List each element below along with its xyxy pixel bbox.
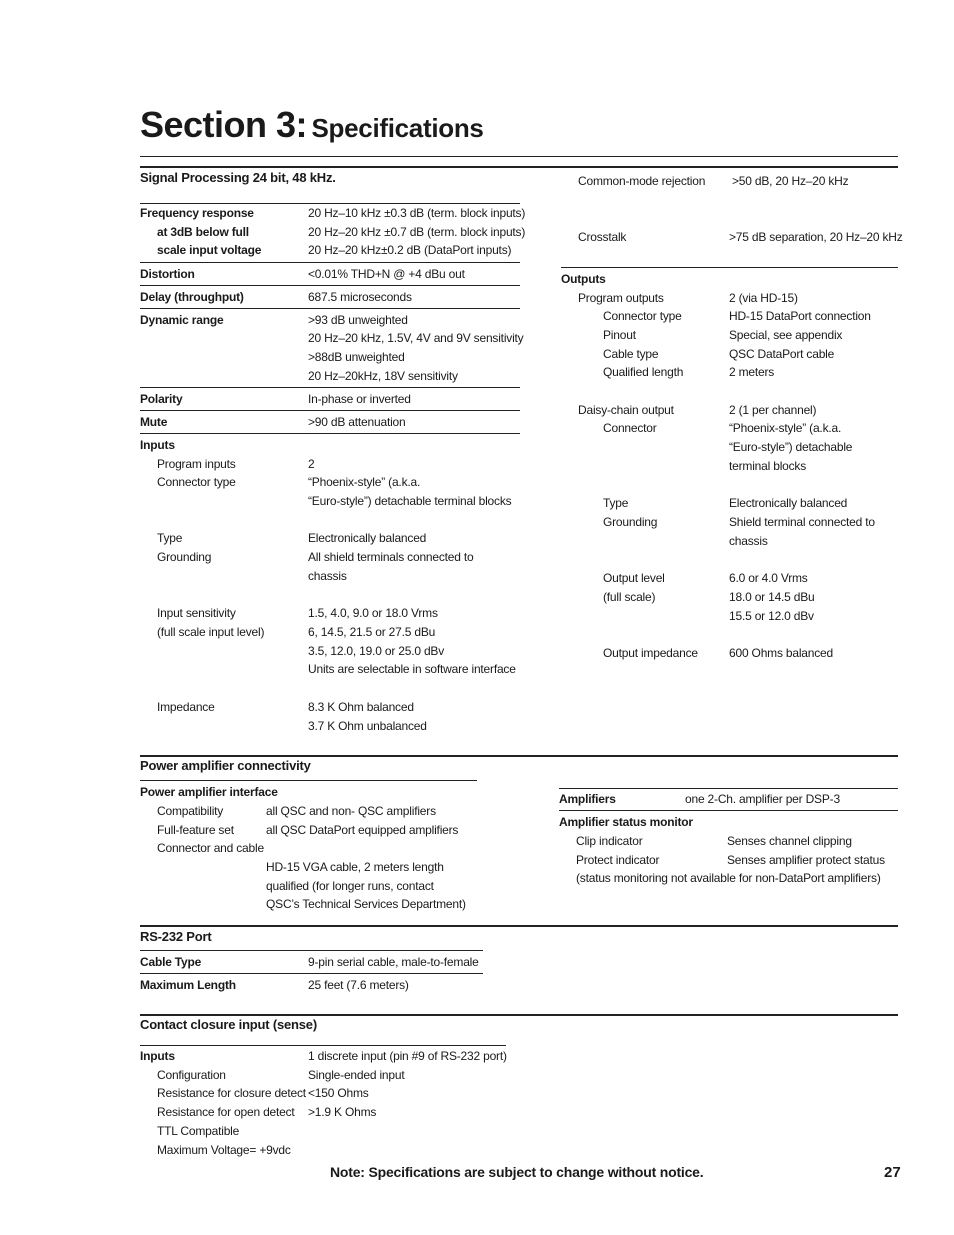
out-grounding-label: Grounding (603, 515, 658, 529)
contact-closure-heading: Contact closure input (sense) (140, 1017, 317, 1032)
connector-cable-value: QSC’s Technical Services Department) (266, 897, 466, 911)
row-rule (140, 433, 520, 434)
grounding-label: Grounding (157, 550, 212, 564)
input-sensitivity-value: 3.5, 12.0, 19.0 or 25.0 dBv (308, 644, 445, 658)
polarity-label: Polarity (140, 392, 183, 406)
open-resistance-value: >1.9 K Ohms (308, 1105, 377, 1119)
closure-resistance-value: <150 Ohms (308, 1086, 369, 1100)
ttl-compatible-label: TTL Compatible (157, 1124, 240, 1138)
program-inputs-label: Program inputs (157, 457, 236, 471)
compatibility-label: Compatibility (157, 804, 224, 818)
power-amp-heading: Power amplifier connectivity (140, 758, 311, 773)
section-rule (140, 925, 898, 927)
out-grounding-value: Shield terminal connected to (729, 515, 875, 529)
power-amp-interface-label: Power amplifier interface (140, 785, 278, 799)
connector-cable-value: qualified (for longer runs, contact (266, 879, 434, 893)
outputs-label: Outputs (561, 272, 606, 286)
distortion-label: Distortion (140, 267, 195, 281)
connector-value: “Euro-style”) detachable (729, 440, 853, 454)
rs232-heading: RS-232 Port (140, 929, 212, 944)
row-rule (559, 810, 898, 811)
protect-indicator-label: Protect indicator (576, 853, 660, 867)
input-sensitivity-value: 1.5, 4.0, 9.0 or 18.0 Vrms (308, 606, 438, 620)
delay-value: 687.5 microseconds (308, 290, 412, 304)
signal-processing-heading: Signal Processing 24 bit, 48 kHz. (140, 170, 336, 185)
section-number: Section 3: (140, 104, 308, 145)
program-outputs-value: 2 (via HD-15) (729, 291, 798, 305)
daisy-chain-label: Daisy-chain output (578, 403, 674, 417)
connector-cable-value: HD-15 VGA cable, 2 meters length (266, 860, 444, 874)
out-connector-type-value: HD-15 DataPort connection (729, 309, 871, 323)
output-level-value: 15.5 or 12.0 dBv (729, 609, 814, 623)
output-impedance-value: 600 Ohms balanced (729, 646, 834, 660)
freq-value: 20 Hz–20 kHz±0.2 dB (DataPort inputs) (308, 243, 512, 257)
title-rule (140, 156, 898, 157)
program-inputs-value: 2 (308, 457, 315, 471)
closure-resistance-label: Resistance for closure detect (157, 1086, 306, 1100)
row-rule (140, 308, 520, 309)
cmr-label: Common-mode rejection (578, 174, 706, 188)
input-sensitivity-value: 6, 14.5, 21.5 or 27.5 dBu (308, 625, 436, 639)
crosstalk-value: >75 dB separation, 20 Hz–20 kHz (729, 230, 903, 244)
freq-label: at 3dB below full (157, 225, 249, 239)
max-length-label: Maximum Length (140, 978, 236, 992)
inputs-label: Inputs (140, 438, 175, 452)
out-grounding-value: chassis (729, 534, 768, 548)
dynamic-range-value: 20 Hz–20 kHz, 1.5V, 4V and 9V sensitivity (308, 331, 524, 345)
connector-type-value: “Euro-style”) detachable terminal blocks (308, 494, 512, 508)
type-value: Electronically balanced (308, 531, 427, 545)
configuration-label: Configuration (157, 1068, 226, 1082)
cable-type-label: Cable type (603, 347, 659, 361)
mute-label: Mute (140, 415, 168, 429)
clip-indicator-value: Senses channel clipping (727, 834, 852, 848)
clip-indicator-label: Clip indicator (576, 834, 643, 848)
row-rule (140, 780, 477, 781)
impedance-value: 8.3 K Ohm balanced (308, 700, 414, 714)
daisy-chain-value: 2 (1 per channel) (729, 403, 817, 417)
max-voltage-label: Maximum Voltage= +9vdc (157, 1143, 291, 1157)
connector-label: Connector (603, 421, 657, 435)
dynamic-range-value: 20 Hz–20kHz, 18V sensitivity (308, 369, 458, 383)
footer-note: Note: Specifications are subject to change without notice. (330, 1164, 704, 1180)
connector-cable-label: Connector and cable (157, 841, 264, 855)
out-type-label: Type (603, 496, 629, 510)
contact-inputs-value: 1 discrete input (pin #9 of RS-232 port) (308, 1049, 507, 1063)
dynamic-range-label: Dynamic range (140, 313, 224, 327)
pinout-value: Special, see appendix (729, 328, 843, 342)
row-rule (140, 262, 520, 263)
output-level-value: 18.0 or 14.5 dBu (729, 590, 815, 604)
out-connector-type-label: Connector type (603, 309, 682, 323)
row-rule (140, 387, 520, 388)
section-rule (140, 166, 898, 168)
delay-label: Delay (throughput) (140, 290, 244, 304)
input-sensitivity-label: (full scale input level) (157, 625, 265, 639)
freq-label: scale input voltage (157, 243, 262, 257)
program-outputs-label: Program outputs (578, 291, 664, 305)
row-rule (559, 788, 898, 789)
output-level-value: 6.0 or 4.0 Vrms (729, 571, 808, 585)
page-title (140, 104, 484, 146)
grounding-value: chassis (308, 569, 347, 583)
full-feature-label: Full-feature set (157, 823, 234, 837)
polarity-value: In-phase or inverted (308, 392, 411, 406)
freq-value: 20 Hz–20 kHz ±0.7 dB (term. block inputs) (308, 225, 526, 239)
dynamic-range-value: >88dB unweighted (308, 350, 405, 364)
cmr-value: >50 dB, 20 Hz–20 kHz (732, 174, 849, 188)
distortion-value: <0.01% THD+N @ +4 dBu out (308, 267, 465, 281)
full-feature-value: all QSC DataPort equipped amplifiers (266, 823, 459, 837)
out-type-value: Electronically balanced (729, 496, 848, 510)
pinout-label: Pinout (603, 328, 636, 342)
row-rule (140, 410, 520, 411)
cable-type-label: Cable Type (140, 955, 202, 969)
section-rule (140, 1014, 898, 1016)
contact-inputs-label: Inputs (140, 1049, 175, 1063)
section-name: Specifications (311, 113, 484, 143)
connector-value: terminal blocks (729, 459, 807, 473)
row-rule (140, 950, 483, 951)
max-length-value: 25 feet (7.6 meters) (308, 978, 409, 992)
grounding-value: All shield terminals connected to (308, 550, 474, 564)
amplifiers-value: one 2-Ch. amplifier per DSP-3 (685, 792, 840, 806)
impedance-value: 3.7 K Ohm unbalanced (308, 719, 427, 733)
dynamic-range-value: >93 dB unweighted (308, 313, 408, 327)
section-rule (140, 755, 898, 757)
crosstalk-label: Crosstalk (578, 230, 627, 244)
row-rule (140, 973, 483, 974)
configuration-value: Single-ended input (308, 1068, 405, 1082)
status-note: (status monitoring not available for non-DataPort amplifiers) (576, 871, 881, 885)
qualified-length-label: Qualified length (603, 365, 684, 379)
protect-indicator-value: Senses amplifier protect status (727, 853, 885, 867)
cable-type-value: QSC DataPort cable (729, 347, 835, 361)
output-impedance-label: Output impedance (603, 646, 698, 660)
output-level-label: Output level (603, 571, 665, 585)
compatibility-value: all QSC and non- QSC amplifiers (266, 804, 436, 818)
open-resistance-label: Resistance for open detect (157, 1105, 295, 1119)
page-number: 27 (884, 1164, 901, 1181)
input-sensitivity-label: Input sensitivity (157, 606, 236, 620)
row-rule (140, 1045, 506, 1046)
cable-type-value: 9-pin serial cable, male-to-female (308, 955, 479, 969)
output-level-label: (full scale) (603, 590, 656, 604)
input-sensitivity-value: Units are selectable in software interface (308, 662, 516, 676)
row-rule (140, 285, 520, 286)
amp-status-label: Amplifier status monitor (559, 815, 693, 829)
amplifiers-label: Amplifiers (559, 792, 616, 806)
row-rule (561, 267, 898, 268)
type-label: Type (157, 531, 183, 545)
qualified-length-value: 2 meters (729, 365, 775, 379)
connector-value: “Phoenix-style” (a.k.a. (729, 421, 842, 435)
mute-value: >90 dB attenuation (308, 415, 406, 429)
connector-type-label: Connector type (157, 475, 236, 489)
freq-value: 20 Hz–10 kHz ±0.3 dB (term. block inputs) (308, 206, 526, 220)
connector-type-value: “Phoenix-style” (a.k.a. (308, 475, 421, 489)
freq-label: Frequency response (140, 206, 254, 220)
impedance-label: Impedance (157, 700, 215, 714)
